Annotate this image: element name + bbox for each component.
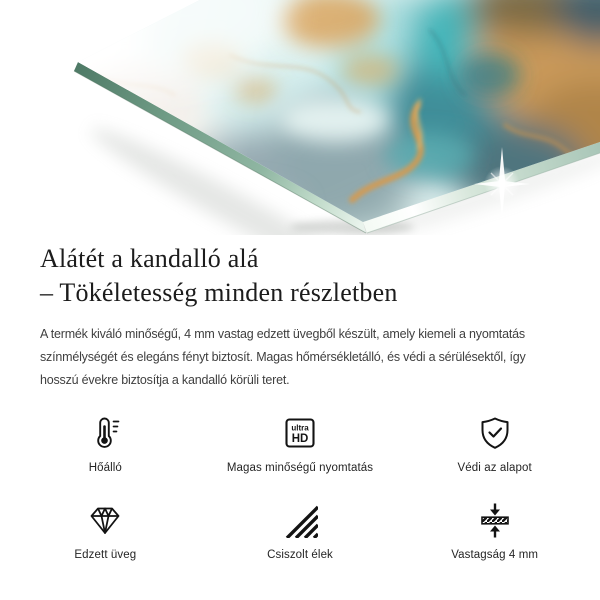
diamond-icon: [87, 500, 123, 538]
feature-label: Vastagság 4 mm: [451, 549, 539, 561]
polished-edges-icon: [282, 500, 318, 538]
features-grid: [0, 413, 600, 561]
feature-label: Védi az alapot: [457, 462, 532, 474]
feature-label: Edzett üveg: [74, 549, 137, 561]
feature-protects-base: [397, 413, 592, 474]
product-photo-glass-panel: [0, 0, 600, 235]
ultra-hd-icon: [282, 413, 318, 451]
thermometer-icon: [87, 413, 123, 451]
feature-label: Hőálló: [88, 462, 122, 474]
description-line: hosszú évekre biztosítja a kandalló körüli teret.: [40, 373, 290, 387]
page-title: [40, 242, 560, 310]
shield-check-icon: [477, 413, 513, 451]
feature-polished-edges: [203, 500, 398, 561]
feature-print-quality: [203, 413, 398, 474]
description-line: színmélységét és elegáns fényt biztosít. Magas hőmérsékletálló, és védi a sérülésektől, így: [40, 350, 526, 364]
ultra-hd-badge-bottom: HD: [291, 433, 309, 445]
feature-heat-resistant: [8, 413, 203, 474]
page-title-line2: – Tökéletesség minden részletben: [40, 278, 398, 307]
feature-label: Magas minőségű nyomtatás: [226, 462, 374, 474]
page-title-line1: Alátét a kandalló alá: [40, 244, 259, 273]
description-line: A termék kiváló minőségű, 4 mm vastag edzett üvegből készült, amely kiemeli a nyomtatás: [40, 327, 525, 341]
feature-label: Csiszolt élek: [267, 549, 333, 561]
feature-thickness: [397, 500, 592, 561]
product-description: [40, 323, 560, 392]
feature-tempered-glass: [8, 500, 203, 561]
ultra-hd-badge-top: ultra: [291, 423, 309, 433]
thickness-icon: [477, 500, 513, 538]
